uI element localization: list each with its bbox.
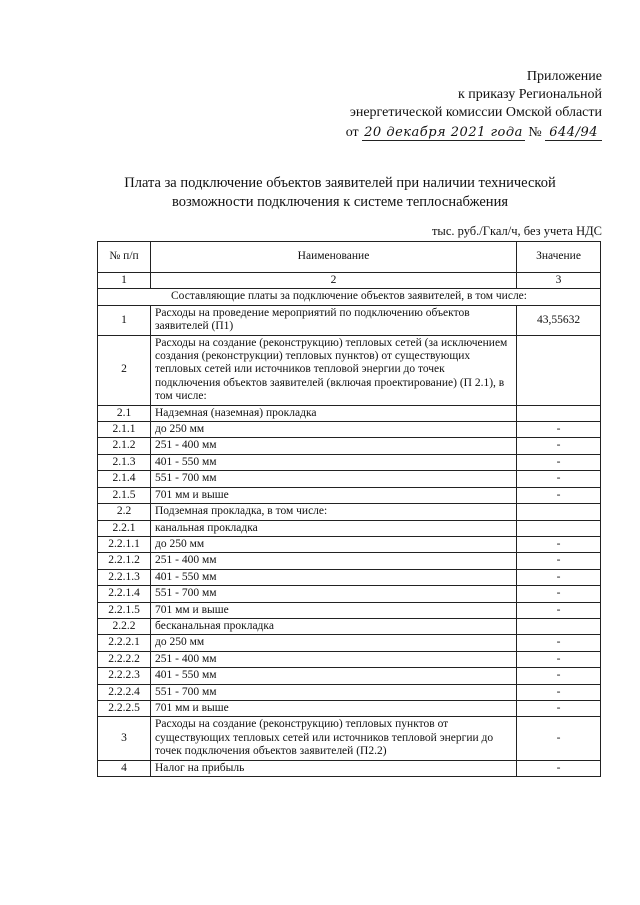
table-row <box>98 618 601 634</box>
row-number: 2.2.2.5 <box>98 700 151 716</box>
row-name: 251 - 400 мм <box>151 651 517 667</box>
row-name: Подземная прокладка, в том числе: <box>151 504 517 520</box>
table-row <box>98 651 601 667</box>
units-note: тыс. руб./Гкал/ч, без учета НДС <box>431 224 602 238</box>
header-value: Значение <box>517 242 601 273</box>
table-row <box>98 438 601 454</box>
column-number: 2 <box>151 273 517 289</box>
table-row <box>98 635 601 651</box>
row-number: 2.1.5 <box>98 487 151 503</box>
row-value: - <box>517 602 601 618</box>
table-row <box>98 305 601 335</box>
column-number: 1 <box>98 273 151 289</box>
header-name: Наименование <box>151 242 517 273</box>
row-value: - <box>517 684 601 700</box>
row-name: 401 - 550 мм <box>151 668 517 684</box>
table-row <box>98 405 601 421</box>
table-row <box>98 536 601 552</box>
section-title: Составляющие платы за подключение объектов заявителей, в том числе: <box>98 289 601 305</box>
section-row <box>98 289 601 305</box>
row-name: канальная прокладка <box>151 520 517 536</box>
row-number: 2.2.2.4 <box>98 684 151 700</box>
row-number: 2.2.1.3 <box>98 569 151 585</box>
fee-table <box>97 241 601 777</box>
handwritten-date: 20 декабря 2021 года <box>364 125 523 140</box>
table-row <box>98 684 601 700</box>
table-row <box>98 668 601 684</box>
row-name: 251 - 400 мм <box>151 553 517 569</box>
header-appendix: Приложение <box>526 69 602 84</box>
table-row <box>98 717 601 760</box>
row-value: - <box>517 487 601 503</box>
table-row <box>98 471 601 487</box>
row-name: 701 мм и выше <box>151 602 517 618</box>
row-number: 2.2.1.1 <box>98 536 151 552</box>
row-value: - <box>517 651 601 667</box>
row-number: 2.1.4 <box>98 471 151 487</box>
table-row <box>98 760 601 776</box>
row-name: 401 - 550 мм <box>151 569 517 585</box>
table-row <box>98 454 601 470</box>
row-value: - <box>517 635 601 651</box>
table-row <box>98 487 601 503</box>
row-name: до 250 мм <box>151 422 517 438</box>
row-value <box>517 618 601 634</box>
row-number: 2.2.2.3 <box>98 668 151 684</box>
title-line-1: Плата за подключение объектов заявителей при наличии технической <box>124 175 556 191</box>
row-number: 4 <box>98 760 151 776</box>
row-value: - <box>517 471 601 487</box>
row-name: 551 - 700 мм <box>151 684 517 700</box>
table-row <box>98 586 601 602</box>
table-row <box>98 700 601 716</box>
column-number: 3 <box>517 273 601 289</box>
row-number: 2.2.2.2 <box>98 651 151 667</box>
row-number: 2 <box>98 335 151 405</box>
row-name: 701 мм и выше <box>151 487 517 503</box>
row-name: 551 - 700 мм <box>151 586 517 602</box>
handwritten-number: 644/94 <box>545 125 602 141</box>
row-name: Надземная (наземная) прокладка <box>151 405 517 421</box>
date-prefix: от <box>345 125 359 140</box>
row-value: - <box>517 760 601 776</box>
header-order-ref: к приказу Региональной <box>457 87 602 102</box>
table-row <box>98 504 601 520</box>
row-value: - <box>517 586 601 602</box>
row-name: Расходы на создание (реконструкцию) тепловых пунктов от существующих тепловых сетей или источников тепловой энергии до точек подключения объектов заявителей (П2.2) <box>151 717 517 760</box>
row-value: - <box>517 717 601 760</box>
row-value: - <box>517 700 601 716</box>
table-row <box>98 553 601 569</box>
row-number: 2.1.3 <box>98 454 151 470</box>
row-value: - <box>517 668 601 684</box>
row-value: - <box>517 536 601 552</box>
header-num: № п/п <box>98 242 151 273</box>
row-name: 701 мм и выше <box>151 700 517 716</box>
row-number: 2.2.2.1 <box>98 635 151 651</box>
row-name: Расходы на проведение мероприятий по подключению объектов заявителей (П1) <box>151 305 517 335</box>
row-number: 2.2.1.4 <box>98 586 151 602</box>
title-line-2: возможности подключения к системе теплоснабжения <box>172 194 508 210</box>
row-name: бесканальная прокладка <box>151 618 517 634</box>
row-number: 3 <box>98 717 151 760</box>
table-row <box>98 520 601 536</box>
row-number: 2.2 <box>98 504 151 520</box>
row-number: 2.1 <box>98 405 151 421</box>
row-value: 43,55632 <box>517 305 601 335</box>
document-title <box>90 174 590 212</box>
table-row <box>98 569 601 585</box>
table-row <box>98 602 601 618</box>
row-number: 2.1.2 <box>98 438 151 454</box>
row-value: - <box>517 553 601 569</box>
row-number: 2.1.1 <box>98 422 151 438</box>
row-number: 2.2.1.5 <box>98 602 151 618</box>
row-value: - <box>517 454 601 470</box>
row-value <box>517 405 601 421</box>
row-name: Налог на прибыль <box>151 760 517 776</box>
row-number: 1 <box>98 305 151 335</box>
document-header <box>346 68 602 144</box>
row-name: до 250 мм <box>151 635 517 651</box>
row-name: Расходы на создание (реконструкцию) тепловых сетей (за исключением создания (реконструкции) тепловых пунктов) от существующих тепловых сетей или источников тепловой энергии до точек подключения объектов заявителей (включая проектирование) (П 2.1), в том числе: <box>151 335 517 405</box>
row-value: - <box>517 438 601 454</box>
table-row <box>98 335 601 405</box>
number-prefix: № <box>528 125 542 140</box>
row-number: 2.2.1 <box>98 520 151 536</box>
row-name: 551 - 700 мм <box>151 471 517 487</box>
header-commission: энергетической комиссии Омской области <box>349 105 602 120</box>
row-value <box>517 520 601 536</box>
row-name: до 250 мм <box>151 536 517 552</box>
row-value: - <box>517 569 601 585</box>
row-value <box>517 335 601 405</box>
table-row <box>98 422 601 438</box>
row-name: 251 - 400 мм <box>151 438 517 454</box>
header-date-line <box>346 124 602 144</box>
row-name: 401 - 550 мм <box>151 454 517 470</box>
row-value: - <box>517 422 601 438</box>
row-number: 2.2.2 <box>98 618 151 634</box>
row-number: 2.2.1.2 <box>98 553 151 569</box>
row-value <box>517 504 601 520</box>
table-header-row <box>98 242 601 273</box>
column-numbers-row <box>98 273 601 289</box>
